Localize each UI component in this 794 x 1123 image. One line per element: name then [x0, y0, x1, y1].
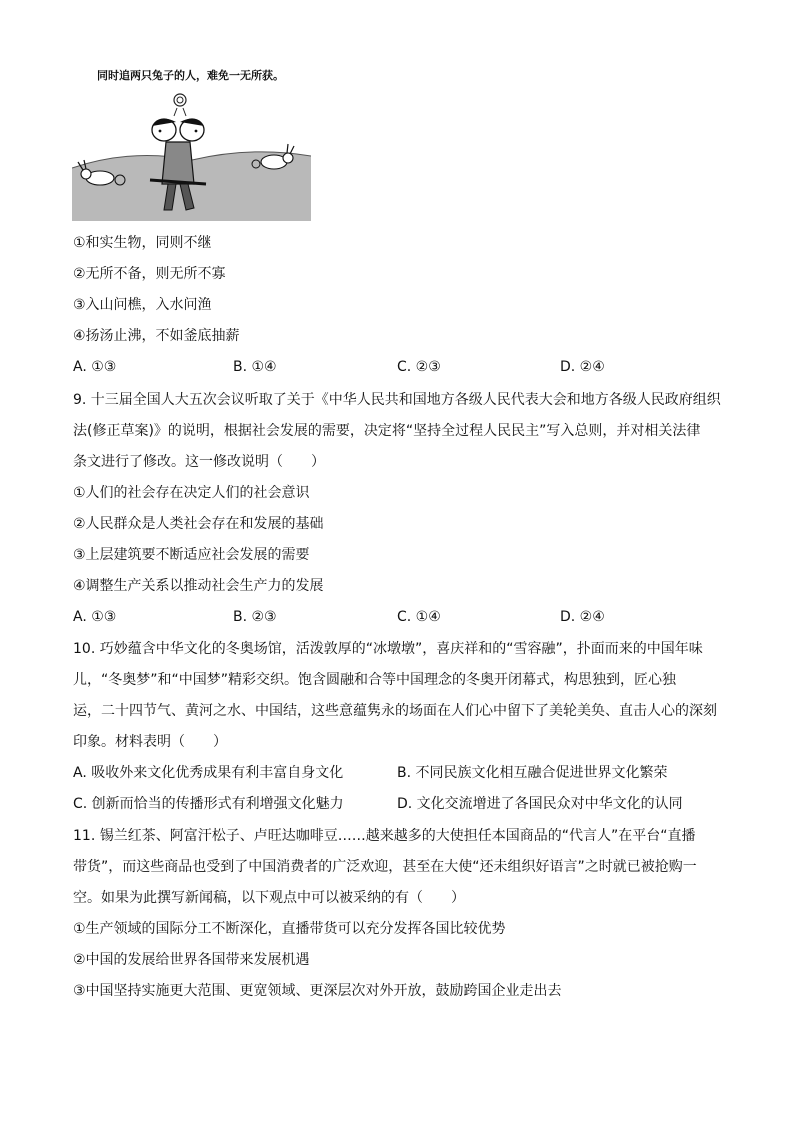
q8-item-2: ②无所不备，则无所不寡 [73, 266, 226, 282]
q8-option-c[interactable]: C. ②③ [397, 359, 441, 375]
q11-stem-line-2: 带货”，而这些商品也受到了中国消费者的广泛欢迎，甚至在大使“还未组织好语言”之时就已被抢购一 [73, 859, 697, 875]
q10-option-a[interactable]: A. 吸收外来文化优秀成果有利丰富自身文化 [73, 765, 344, 781]
q8-item-3: ③入山问樵，入水问渔 [73, 297, 212, 313]
q9-stem-line-1: 9. 十三届全国人大五次会议听取了关于《中华人民共和国地方各级人民代表大会和地方各级人民政府组织 [73, 392, 721, 408]
q10-stem-line-4: 印象。材料表明（ ） [73, 734, 227, 750]
q9-option-c[interactable]: C. ①④ [397, 609, 441, 625]
q8-option-a[interactable]: A. ①③ [73, 359, 117, 375]
q9-option-a[interactable]: A. ①③ [73, 609, 117, 625]
q9-item-2: ②人民群众是人类社会存在和发展的基础 [73, 516, 324, 532]
q9-option-b[interactable]: B. ②③ [233, 609, 277, 625]
q10-stem-line-1: 10. 巧妙蕴含中华文化的冬奥场馆，活泼敦厚的“冰墩墩”，喜庆祥和的“雪容融”，扑面而来的中国年味 [73, 641, 703, 657]
q9-stem-line-2: 法(修正草案)》的说明，根据社会发展的需要，决定将“坚持全过程人民民主”写入总则，并对相关法律 [73, 423, 701, 439]
q8-option-b[interactable]: B. ①④ [233, 359, 277, 375]
q11-stem-line-3: 空。如果为此撰写新闻稿，以下观点中可以被采纳的有（ ） [73, 890, 465, 906]
q11-stem-line-1: 11. 锡兰红茶、阿富汗松子、卢旺达咖啡豆……越来越多的大使担任本国商品的“代言人”在平台“直播 [73, 828, 696, 844]
q10-stem-line-2: 儿，“冬奥梦”和“中国梦”精彩交织。饱含圆融和合等中国理念的冬奥开闭幕式，构思独到，匠心独 [73, 672, 677, 688]
q9-item-4: ④调整生产关系以推动社会生产力的发展 [73, 578, 324, 594]
q8-option-d[interactable]: D. ②④ [560, 359, 605, 375]
q10-option-b[interactable]: B. 不同民族文化相互融合促进世界文化繁荣 [397, 765, 668, 781]
q8-item-1: ①和实生物，同则不继 [73, 235, 212, 251]
q11-item-1: ①生产领域的国际分工不断深化，直播带货可以充分发挥各国比较优势 [73, 921, 506, 937]
cartoon-caption: 同时追两只兔子的人，难免一无所获。 [97, 69, 284, 82]
q8-item-4: ④扬汤止沸，不如釜底抽薪 [73, 328, 240, 344]
q10-option-d[interactable]: D. 文化交流增进了各国民众对中华文化的认同 [397, 796, 683, 812]
q9-option-d[interactable]: D. ②④ [560, 609, 605, 625]
q9-item-1: ①人们的社会存在决定人们的社会意识 [73, 485, 310, 501]
q9-item-3: ③上层建筑要不断适应社会发展的需要 [73, 547, 310, 563]
q9-stem-line-3: 条文进行了修改。这一修改说明（ ） [73, 454, 325, 470]
cartoon-image [72, 88, 311, 221]
q11-item-3: ③中国坚持实施更大范围、更宽领域、更深层次对外开放，鼓励跨国企业走出去 [73, 983, 562, 999]
q10-stem-line-3: 运，二十四节气、黄河之水、中国结，这些意蕴隽永的场面在人们心中留下了美轮美奂、直击人心的深刻 [73, 703, 717, 719]
q11-item-2: ②中国的发展给世界各国带来发展机遇 [73, 952, 310, 968]
q10-option-c[interactable]: C. 创新而恰当的传播形式有利增强文化魅力 [73, 796, 344, 812]
